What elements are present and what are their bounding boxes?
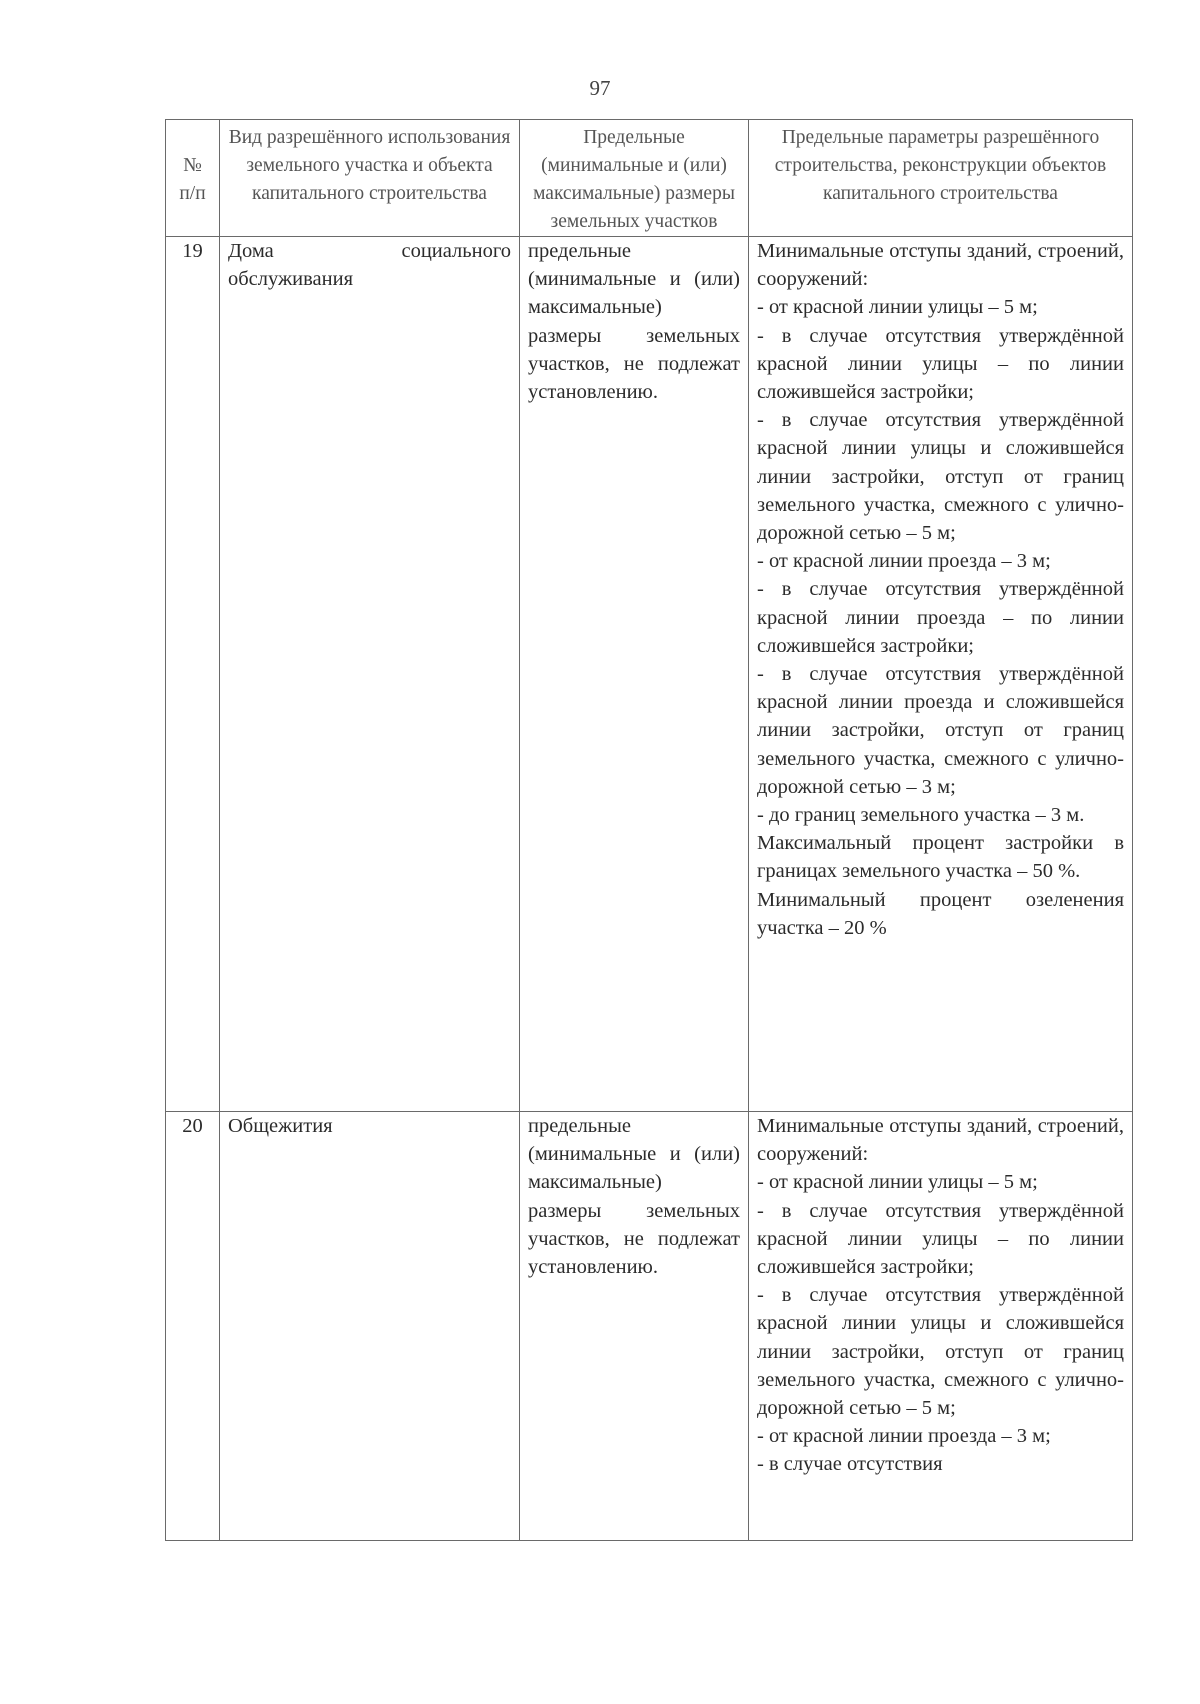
header-build-params: Предельные параметры разрешённого строительства, реконструкции объектов капитального строительства (749, 120, 1133, 237)
param-line: Минимальные отступы зданий, строений, сооружений: (757, 240, 1124, 291)
param-line: - в случае отсутствия утверждённой красной линии улицы и сложившейся линии застройки, отступ от границ земельного участка, смежного с улично-дорожной сетью – 5 м; (757, 409, 1124, 545)
regulations-table (165, 119, 1133, 1541)
build-params-cell (749, 237, 1133, 1112)
row-number: 20 (166, 1112, 220, 1541)
param-line: - в случае отсутствия утверждённой красной линии проезда и сложившейся линии застройки, отступ от границ земельного участка, смежного с улично-дорожной сетью – 3 м; (757, 663, 1124, 798)
param-line: - до границ земельного участка – 3 м. (757, 804, 1085, 827)
param-line: - от красной линии улицы – 5 м; (757, 1171, 1038, 1194)
plot-size-cell: предельные (минимальные и (или) максимальные) размеры земельных участков, не подлежат установлению. (520, 1112, 749, 1541)
header-number: № п/п (166, 120, 220, 237)
param-line: Минимальный процент озеленения участка – 20 % (757, 888, 1124, 939)
param-line: Максимальный процент застройки в границах земельного участка – 50 %. (757, 832, 1124, 883)
param-line: - в случае отсутствия (757, 1453, 943, 1476)
table-header-row (166, 120, 1133, 237)
use-type-cell: Общежития (220, 1112, 520, 1541)
param-line: - от красной линии проезда – 3 м; (757, 1425, 1051, 1448)
plot-size-cell: предельные (минимальные и (или) максимальные) размеры земельных участков, не подлежат установлению. (520, 237, 749, 1112)
use-type-cell: Дома социального обслуживания (220, 237, 520, 1112)
table-row (166, 1112, 1133, 1541)
param-line: - от красной линии проезда – 3 м; (757, 550, 1051, 573)
param-line: - от красной линии улицы – 5 м; (757, 296, 1038, 319)
param-line: Минимальные отступы зданий, строений, сооружений: (757, 1115, 1124, 1166)
header-use-type: Вид разрешённого использования земельного участка и объекта капитального строительства (220, 120, 520, 237)
row-number: 19 (166, 237, 220, 1112)
header-plot-size: Предельные (минимальные и (или) максимальные) размеры земельных участков (520, 120, 749, 237)
build-params-cell (749, 1112, 1133, 1541)
table-row (166, 237, 1133, 1112)
param-line: - в случае отсутствия утверждённой красной линии улицы – по линии сложившейся застройки; (757, 324, 1124, 404)
page-number: 97 (589, 76, 611, 100)
param-line: - в случае отсутствия утверждённой красной линии проезда – по линии сложившейся застройки; (757, 578, 1124, 657)
param-line: - в случае отсутствия утверждённой красной линии улицы и сложившейся линии застройки, отступ от границ земельного участка, смежного с улично-дорожной сетью – 5 м; (757, 1284, 1124, 1420)
param-line: - в случае отсутствия утверждённой красной линии улицы – по линии сложившейся застройки; (757, 1199, 1124, 1279)
